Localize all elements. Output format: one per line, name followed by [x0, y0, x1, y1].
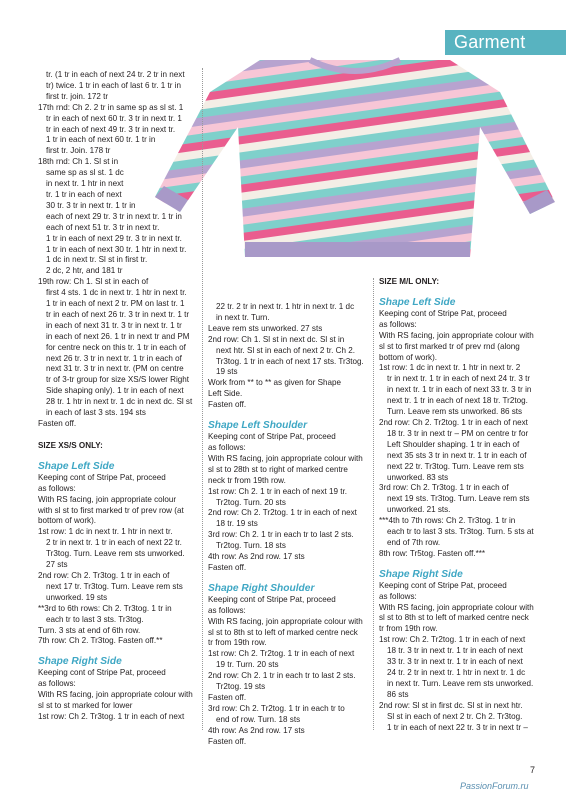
instruction-line: Tr2tog. Turn. 20 sts: [216, 497, 286, 507]
instruction-line: next 22 tr. Tr3tog. Turn. Leave rem sts: [387, 461, 524, 471]
instruction-line: 18 tr. 3 tr in next tr. 1 tr in each of next: [387, 646, 523, 656]
instruction-line: for centre neck on this tr. 1 tr in each of: [46, 342, 186, 352]
instruction-line: Keeping cont of Stripe Pat, proceed: [38, 472, 166, 482]
instruction-line: in next tr. Turn.: [216, 312, 270, 322]
instruction-line: 24 tr. 2 tr in next tr. 1 htr in next tr. 1 dc: [387, 668, 526, 677]
instruction-line: as follows:: [379, 319, 417, 329]
size-caption: SIZE M/L ONLY:: [379, 277, 440, 286]
instruction-line: 2nd row: Ch 2. Tr2tog. 1 tr in each of next: [208, 508, 357, 518]
instruction-line: next 31 tr. 3 tr in next tr. (PM on centre: [46, 364, 184, 374]
instruction-line: 19 sts: [216, 367, 238, 377]
instruction-line: with sl st to first marked tr of prev row (at: [38, 505, 184, 515]
section-heading: Shape Right Side: [379, 568, 463, 580]
instruction-line: 19 tr. Turn. 20 sts: [216, 660, 279, 670]
instruction-line: 2nd row: Ch 2. 1 tr in each tr to last 2 sts.: [208, 671, 356, 681]
sweater-photo: [150, 52, 560, 267]
instruction-line: 1 tr in each of next 22 tr. 3 tr in next tr –: [387, 722, 528, 732]
instruction-line: Tr2tog. Turn. 18 sts: [216, 541, 286, 551]
instruction-line: Fasten off.: [208, 693, 247, 702]
instruction-line: 3rd row: Ch 2. 1 tr in each tr to last 2 sts.: [208, 530, 354, 540]
instruction-line: each of next 51 tr. 3 tr in next tr.: [46, 222, 160, 232]
instruction-line: 30 tr. 3 tr in next tr. 1 tr in: [46, 200, 136, 210]
instruction-line: unworked. 21 sts.: [387, 505, 451, 515]
instruction-line: next 35 sts 3 tr in next tr. 1 tr in each of: [387, 450, 527, 460]
instruction-line: With RS facing, join appropriate colour with: [208, 453, 363, 463]
instruction-line: next 19 sts. Tr3tog. Turn. Leave rem sts: [387, 494, 530, 504]
instruction-line: Keeping cont of Stripe Pat, proceed: [379, 308, 507, 318]
instruction-line: Side shaping only). 1 tr in each of next: [46, 386, 184, 396]
instruction-line: Tr2tog. 19 sts: [216, 682, 266, 692]
instruction-line: Turn. Leave rem sts unworked. 86 sts: [387, 407, 523, 417]
instruction-line: Keeping cont of Stripe Pat, proceed: [208, 594, 336, 604]
text-column-1: [38, 70, 198, 723]
instruction-line: first 4 sts. 1 dc in next tr. 1 htr in next tr.: [46, 288, 187, 298]
instruction-line: next 17 tr. Tr3tog. Turn. Leave rem sts: [46, 581, 183, 591]
instruction-line: 28 tr. 1 htr in next tr. 1 dc in next dc. Sl st: [46, 397, 193, 407]
instruction-line: With RS facing, join appropriate colour with: [379, 330, 534, 340]
instruction-line: 7th row: Ch 2. Tr3tog. Fasten off.**: [38, 636, 163, 646]
instruction-line: tr in each of next 60 tr. 3 tr in next tr. 1: [46, 113, 182, 123]
instruction-line: next 26 tr. 3 tr in next tr. 1 tr in each of: [46, 353, 182, 363]
instruction-line: 18 tr. 19 sts: [216, 519, 258, 529]
instruction-line: 19th row: Ch 1. Sl st in each of: [38, 277, 149, 287]
instruction-line: tr of 3-tr group for size XS/S lower Right: [46, 375, 190, 385]
instruction-line: Left Shoulder shaping. 1 tr in each of: [387, 439, 520, 449]
instruction-line: 1st row: 1 dc in next tr. 1 htr in next tr.: [38, 527, 173, 537]
instruction-line: tr in each of next 49 tr. 3 tr in next tr.: [46, 124, 176, 134]
instruction-line: in next tr. 1 htr in next: [46, 179, 124, 189]
instruction-line: ***4th to 7th rows: Ch 2. Tr3tog. 1 tr in: [379, 516, 516, 526]
instruction-line: 1 tr in each of next 60 tr. 1 tr in: [46, 135, 156, 145]
instruction-line: in next tr. Turn. Leave rem sts unworked.: [387, 678, 534, 688]
column-divider: [202, 68, 203, 730]
instruction-line: sl st to st marked for lower: [38, 701, 133, 711]
section-heading: Shape Left Side: [379, 296, 456, 308]
instruction-line: Fasten off.: [208, 400, 247, 410]
instruction-line: 22 tr. 2 tr in next tr. 1 htr in next tr. 1 dc: [216, 302, 355, 311]
instruction-line: 2nd row: Ch 2. Tr2tog. 1 tr in each of next: [379, 417, 528, 427]
instruction-line: sl st to 28th st to right of marked centre: [208, 464, 348, 474]
column-divider: [373, 278, 374, 730]
instruction-line: 17th rnd: Ch 2. 2 tr in same sp as sl st. 1: [38, 102, 184, 112]
instruction-line: 1st row: Ch 2. Tr2tog. 1 tr in each of next: [379, 635, 526, 645]
instruction-line: each of next 29 tr. 3 tr in next tr. 1 tr in: [46, 211, 182, 221]
instruction-line: 1 tr in each of next 29 tr. 3 tr in next tr.: [46, 233, 182, 243]
instruction-line: 18 tr. 3 tr in next tr – PM on centre tr for: [387, 428, 529, 438]
instruction-line: 27 sts: [46, 560, 68, 570]
instruction-line: first tr. Join. 178 tr: [46, 146, 111, 156]
instruction-line: in each of next 31 tr. 3 tr in next tr. 1 tr: [46, 320, 182, 330]
section-heading: Shape Right Shoulder: [208, 582, 315, 594]
instruction-line: as follows:: [38, 483, 76, 493]
instruction-line: Turn. 3 sts at end of 6th row.: [38, 625, 141, 635]
section-heading: Shape Left Shoulder: [208, 420, 308, 432]
instruction-line: 2 tr in next tr. 1 tr in each of next 22 tr.: [46, 538, 182, 548]
instruction-line: tr in each of next 26 tr. 3 tr in next tr. 1 tr: [46, 309, 190, 319]
instruction-line: Work from ** to ** as given for Shape: [208, 378, 342, 388]
instruction-line: in each of last 3 sts. 194 sts: [46, 408, 146, 418]
instruction-line: 3rd row: Ch 2. Tr2tog. 1 tr in each tr to: [208, 703, 345, 713]
instruction-line: end of row. Turn. 18 sts: [216, 714, 301, 724]
instruction-line: 2nd row: Ch 2. Tr3tog. 1 tr in each of: [38, 570, 170, 580]
text-column-2: [208, 302, 370, 748]
instruction-line: sl st to 8th st to left of marked centre neck: [208, 627, 358, 637]
instruction-line: 1 tr in each of next 2 tr. PM on last tr. 1: [46, 299, 185, 309]
instruction-line: With RS facing, join appropriate colour with: [38, 690, 193, 700]
instruction-line: sl st to first marked tr of prev rnd (along: [379, 341, 520, 351]
instruction-line: bottom of work).: [38, 516, 97, 526]
instruction-line: Tr3tog. 1 tr in each of next 17 sts. Tr3tog.: [216, 356, 364, 366]
section-badge: Garment: [445, 30, 566, 55]
instruction-line: Keeping cont of Stripe Pat, proceed: [379, 580, 507, 590]
instruction-line: With RS facing, join appropriate colour with: [379, 602, 534, 612]
instruction-line: unworked. 83 sts: [387, 472, 449, 482]
instruction-line: 4th row: As 2nd row. 17 sts: [208, 725, 305, 735]
section-heading: Shape Left Side: [38, 460, 115, 472]
instruction-line: as follows:: [208, 605, 246, 615]
instruction-line: end of 7th row.: [387, 537, 441, 547]
instruction-line: unworked. 19 sts: [46, 592, 108, 602]
watermark: PassionForum.ru: [460, 781, 529, 791]
instruction-line: 4th row: As 2nd row. 17 sts: [208, 552, 305, 562]
instruction-line: 1 dc in next tr. Sl st in first tr.: [46, 255, 148, 265]
instruction-line: Fasten off.: [208, 562, 247, 572]
instruction-line: 86 sts: [387, 689, 409, 699]
instruction-line: first tr. join. 172 tr: [46, 91, 109, 101]
instruction-line: sl st to 8th st to left of marked centre neck: [379, 613, 529, 623]
instruction-line: in each of next 26. 1 tr in next tr and PM: [46, 331, 190, 341]
instruction-line: Tr3tog. Turn. Leave rem sts unworked.: [46, 549, 185, 559]
instruction-line: 2nd row: Sl st in first dc. Sl st in next htr.: [379, 700, 523, 710]
instruction-line: Fasten off.: [38, 419, 77, 428]
instruction-line: tr from 19th row.: [379, 624, 438, 634]
instruction-line: 18th rnd: Ch 1. Sl st in: [38, 157, 119, 167]
instruction-line: With RS facing, join appropriate colour with: [208, 616, 363, 626]
instruction-line: Keeping cont of Stripe Pat, proceed: [208, 432, 336, 442]
instruction-line: Leave rem sts unworked. 27 sts: [208, 323, 323, 333]
instruction-line: as follows:: [38, 679, 76, 689]
instruction-line: tr) twice. 1 tr in each of last 6 tr. 1 tr in: [46, 80, 181, 90]
instruction-line: tr from 19th row.: [208, 638, 267, 648]
section-heading: Shape Right Side: [38, 656, 122, 668]
instruction-line: neck tr from 19th row.: [208, 475, 286, 485]
instruction-line: 3rd row: Ch 2. Tr3tog. 1 tr in each of: [379, 483, 509, 493]
instruction-line: 33 tr. 3 tr in next tr. 1 tr in each of next: [387, 657, 523, 667]
instruction-line: 1st row: Ch 2. Tr3tog. 1 tr in each of next: [38, 711, 185, 721]
instruction-line: 1st row: Ch 2. Tr2tog. 1 tr in each of next: [208, 649, 355, 659]
instruction-line: 1st row: Ch 2. 1 tr in each of next 19 tr.: [208, 486, 348, 496]
instruction-line: bottom of work).: [379, 352, 438, 362]
instruction-line: in next tr. 1 tr in each of next 33 tr. 3 tr in: [387, 385, 532, 395]
instruction-line: Left Side.: [208, 389, 243, 399]
instruction-line: tr in next tr. 1 tr in each of next 24 tr. 3 tr: [387, 374, 531, 384]
text-column-3: [379, 277, 545, 733]
instruction-line: 2 dc, 2 htr, and 181 tr: [46, 266, 123, 276]
instruction-line: Sl st in each of next 2 tr. Ch 2. Tr3tog.: [387, 711, 523, 721]
instruction-line: 2nd row: Ch 1. Sl st in next dc. Sl st in: [208, 334, 345, 344]
instruction-line: as follows:: [379, 591, 417, 601]
instruction-line: With RS facing, join appropriate colour: [38, 494, 177, 504]
instruction-line: each tr to last 3 sts. Tr3tog. Turn. 5 sts at: [387, 527, 534, 537]
instruction-line: tr. (1 tr in each of next 24 tr. 2 tr in next: [46, 70, 185, 79]
instruction-line: 8th row: Tr5tog. Fasten off.***: [379, 548, 486, 558]
instruction-line: next tr. 1 tr in each of next 18 tr. Tr2tog.: [387, 396, 528, 406]
instruction-line: 1 tr in each of next 30 tr. 1 htr in next tr.: [46, 244, 187, 254]
instruction-line: each tr to last 3 sts. Tr3tog.: [46, 614, 144, 624]
size-caption: SIZE XS/S ONLY:: [38, 440, 103, 450]
instruction-line: Fasten off.: [208, 736, 247, 746]
instruction-line: 1st row: 1 dc in next tr. 1 htr in next tr. 2: [379, 363, 521, 373]
instruction-line: tr. 1 tr in each of next: [46, 189, 122, 199]
instruction-line: **3rd to 6th rows: Ch 2. Tr3tog. 1 tr in: [38, 603, 172, 613]
page-number: 7: [530, 765, 536, 775]
instruction-line: Keeping cont of Stripe Pat, proceed: [38, 668, 166, 678]
instruction-line: next htr. Sl st in each of next 2 tr. Ch 2.: [216, 345, 356, 355]
instruction-line: same sp as sl st. 1 dc: [46, 168, 124, 178]
instruction-line: as follows:: [208, 442, 246, 452]
